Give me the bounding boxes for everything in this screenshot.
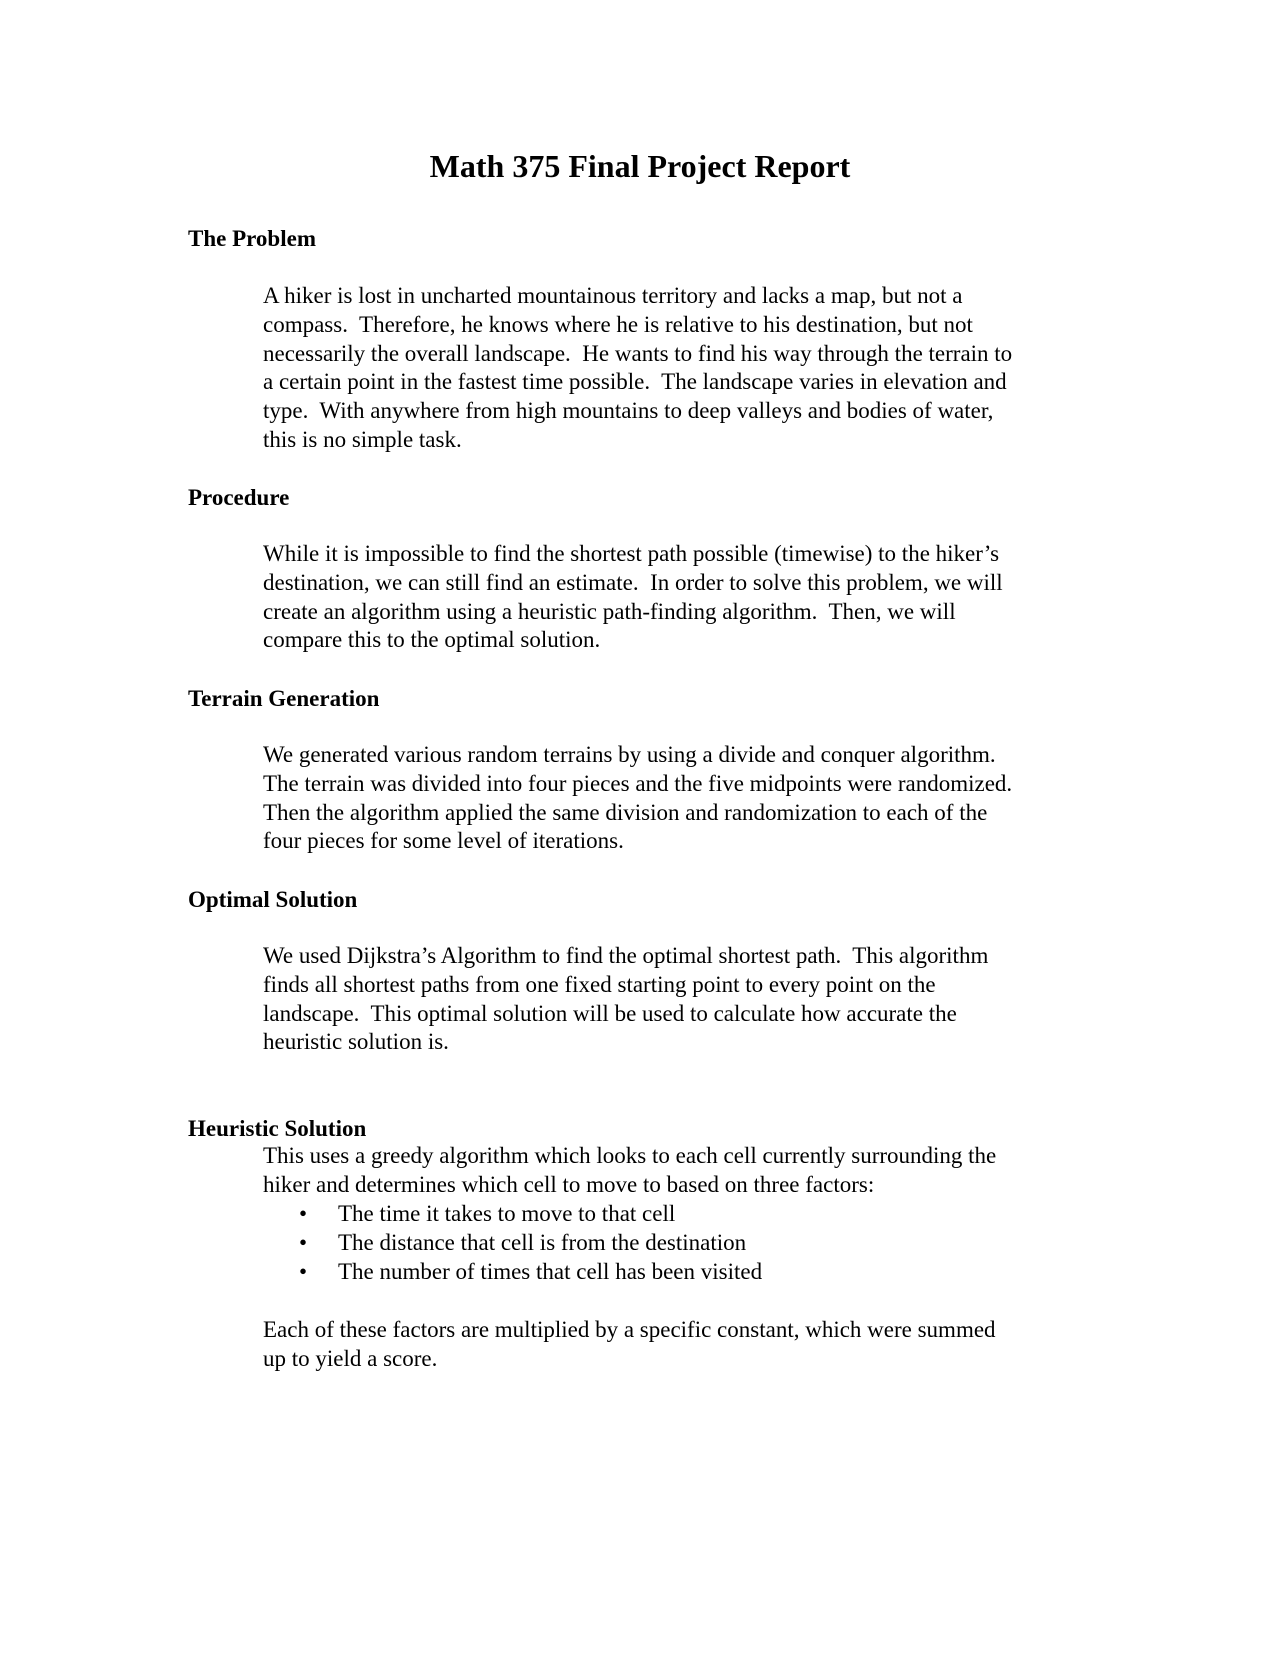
text-line: create an algorithm using a heuristic path-finding algorithm. Then, we will xyxy=(263,598,956,624)
list-item-text: The time it takes to move to that cell xyxy=(338,1201,676,1226)
bullet-icon: • xyxy=(299,1258,308,1284)
section-body-heuristic-solution xyxy=(263,1142,1103,1200)
bullet-icon: • xyxy=(299,1229,308,1255)
section-body-terrain-generation xyxy=(263,741,1103,856)
text-line: The terrain was divided into four pieces and the five midpoints were randomized. xyxy=(263,770,1013,796)
section-body-optimal-solution xyxy=(263,942,1103,1057)
section-heading-optimal-solution: Optimal Solution xyxy=(188,887,358,912)
text-line: up to yield a score. xyxy=(263,1345,438,1371)
text-line: We generated various random terrains by using a divide and conquer algorithm. xyxy=(263,742,996,767)
text-line: A hiker is lost in uncharted mountainous territory and lacks a map, but not a xyxy=(263,283,963,308)
text-line: Each of these factors are multiplied by a specific constant, which were summed xyxy=(263,1317,996,1342)
text-line: four pieces for some level of iterations. xyxy=(263,828,624,854)
text-line: Then the algorithm applied the same division and randomization to each of the xyxy=(263,799,988,825)
section-heading-heuristic-solution: Heuristic Solution xyxy=(188,1116,367,1141)
bullet-icon: • xyxy=(299,1201,308,1226)
section-closing-heuristic-solution xyxy=(263,1316,1103,1374)
factor-list xyxy=(263,1200,1103,1286)
text-line: finds all shortest paths from one fixed starting point to every point on the xyxy=(263,971,936,997)
text-line: type. With anywhere from high mountains to deep valleys and bodies of water, xyxy=(263,398,994,424)
page-title: Math 375 Final Project Report xyxy=(429,148,851,184)
section-heading-terrain-generation: Terrain Generation xyxy=(188,686,380,711)
section-heading-the-problem: The Problem xyxy=(188,226,316,251)
list-item xyxy=(263,1229,1103,1258)
list-item xyxy=(263,1258,1103,1287)
text-line: We used Dijkstra’s Algorithm to find the optimal shortest path. This algorithm xyxy=(263,943,989,968)
text-line: This uses a greedy algorithm which looks to each cell currently surrounding the xyxy=(263,1143,997,1168)
text-line: While it is impossible to find the shortest path possible (timewise) to the hiker’s xyxy=(263,541,1000,566)
text-line: compare this to the optimal solution. xyxy=(263,627,601,653)
section-body-the-problem xyxy=(263,282,1103,455)
section-body-procedure xyxy=(263,540,1103,655)
text-line: landscape. This optimal solution will be used to calculate how accurate the xyxy=(263,1000,957,1026)
text-line: compass. Therefore, he knows where he is relative to his destination, but not xyxy=(263,311,973,337)
list-item-text: The number of times that cell has been visited xyxy=(338,1258,763,1284)
section-heading-procedure: Procedure xyxy=(188,485,290,510)
text-line: hiker and determines which cell to move to based on three factors: xyxy=(263,1171,875,1197)
text-line: a certain point in the fastest time possible. The landscape varies in elevation and xyxy=(263,369,1007,395)
text-line: necessarily the overall landscape. He wants to find his way through the terrain to xyxy=(263,340,1013,366)
list-item xyxy=(263,1200,1103,1229)
text-line: destination, we can still find an estimate. In order to solve this problem, we will xyxy=(263,569,1003,595)
text-line: this is no simple task. xyxy=(263,426,462,452)
list-item-text: The distance that cell is from the destination xyxy=(338,1229,747,1255)
text-line: heuristic solution is. xyxy=(263,1029,449,1055)
